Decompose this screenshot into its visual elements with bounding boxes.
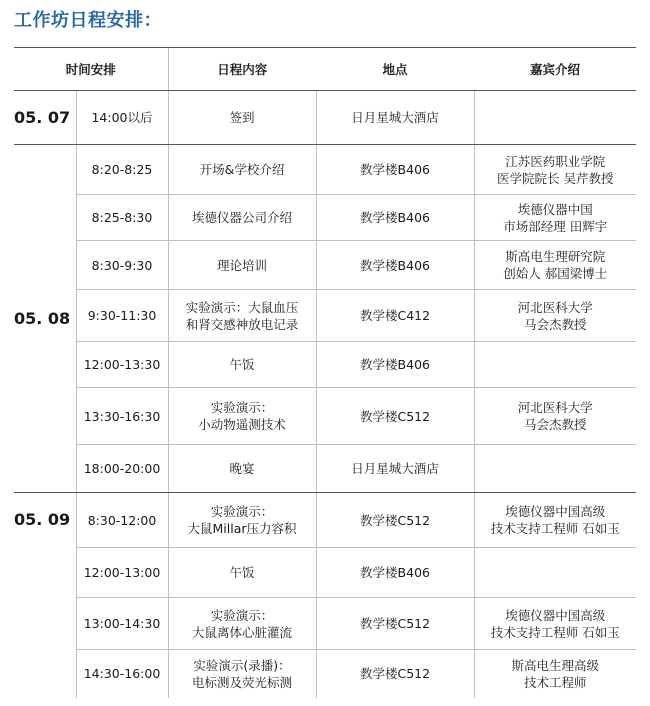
place-cell: 教学楼B406 [316,145,474,195]
guest-cell [474,548,636,598]
table-row [14,145,636,195]
content-cell [168,650,316,698]
time-cell: 8:30-12:00 [76,493,168,548]
guest-line: 市场部经理 田辉宇 [503,218,608,234]
header-content: 日程内容 [168,48,316,91]
header-place: 地点 [316,48,474,91]
time-cell: 14:30-16:00 [76,650,168,698]
table-row [14,388,636,445]
time-cell: 9:30-11:30 [76,290,168,342]
table-row [14,445,636,493]
date-cell: 05. 07 [14,91,76,145]
guest-line: 技术支持工程师 石如玉 [490,521,620,536]
time-cell: 8:30-9:30 [76,241,168,290]
place-cell: 日月星城大酒店 [316,445,474,493]
guest-line: 医学院院长 吴芹教授 [497,170,614,186]
header-time: 时间安排 [14,48,168,91]
place-cell: 教学楼B406 [316,342,474,388]
guest-cell [474,241,636,290]
place-cell: 日月星城大酒店 [316,91,474,145]
time-cell: 14:00以后 [76,91,168,145]
content-cell [168,598,316,650]
content-line: 开场&学校介绍 [199,162,285,177]
guest-line: 埃德仪器中国高级 [505,504,606,519]
guest-cell [474,91,636,145]
header-guest: 嘉宾介绍 [474,48,636,91]
content-cell [168,290,316,342]
guest-line: 河北医科大学 [517,299,593,315]
place-cell: 教学楼C512 [316,598,474,650]
content-line: 理论培训 [217,257,268,273]
guest-cell [474,598,636,650]
guest-line: 技术工程师 [524,674,587,690]
content-line: 实验演示：大鼠血压 [185,299,299,315]
guest-line: 埃德仪器中国高级 [505,607,606,623]
table-row [14,598,636,650]
place-cell: 教学楼C512 [316,388,474,445]
content-line: 大鼠Millar压力容积 [187,521,297,536]
time-cell: 8:20-8:25 [76,145,168,195]
content-line: 和肾交感神放电记录 [185,316,299,332]
guest-line: 马会杰教授 [524,316,587,332]
content-line: 午饭 [229,565,255,580]
content-cell [168,342,316,388]
schedule-body [14,91,636,698]
guest-cell [474,290,636,342]
table-row [14,241,636,290]
guest-line: 斯高电生理高级 [511,657,600,673]
guest-cell [474,388,636,445]
table-row [14,548,636,598]
guest-line: 技术支持工程师 石如玉 [490,624,620,640]
content-cell [168,195,316,241]
place-cell: 教学楼B406 [316,548,474,598]
place-cell: 教学楼B406 [316,241,474,290]
table-row [14,290,636,342]
time-cell: 12:00-13:00 [76,548,168,598]
guest-cell [474,342,636,388]
guest-cell [474,493,636,548]
guest-cell [474,445,636,493]
schedule-table [14,48,636,698]
content-line: 签到 [229,110,255,125]
content-line: 实验演示： [210,607,274,623]
page-title: 工作坊日程安排： [14,10,162,31]
guest-line: 斯高电生理研究院 [505,249,606,264]
guest-line: 埃德仪器中国 [517,201,593,217]
content-line: 小动物遥测技术 [198,417,286,432]
place-cell: 教学楼B406 [316,195,474,241]
content-line: 实验演示(录播)： [193,657,291,673]
content-cell [168,388,316,445]
place-cell: 教学楼C512 [316,493,474,548]
table-row [14,650,636,698]
content-line: 电标测及荧光标测 [192,674,293,690]
time-cell: 8:25-8:30 [76,195,168,241]
guest-line: 创始人 郝国梁博士 [503,266,608,281]
place-cell: 教学楼C512 [316,650,474,698]
content-line: 晚宴 [229,461,255,476]
content-line: 大鼠离体心脏灌流 [192,624,293,640]
content-cell [168,548,316,598]
content-cell [168,493,316,548]
content-cell [168,91,316,145]
content-cell [168,145,316,195]
guest-line: 江苏医药职业学院 [505,153,606,169]
date-cell: 05. 08 [14,145,76,493]
place-cell: 教学楼C412 [316,290,474,342]
time-cell: 13:30-16:30 [76,388,168,445]
time-cell: 13:00-14:30 [76,598,168,650]
table-row [14,195,636,241]
guest-line: 马会杰教授 [524,417,587,432]
content-line: 午饭 [229,357,255,372]
table-row [14,342,636,388]
time-cell: 12:00-13:30 [76,342,168,388]
content-line: 实验演示： [210,504,274,519]
guest-line: 河北医科大学 [517,400,593,415]
content-cell [168,241,316,290]
table-row [14,91,636,145]
guest-cell [474,650,636,698]
content-line: 埃德仪器公司介绍 [192,210,293,225]
time-cell: 18:00-20:00 [76,445,168,493]
table-row [14,493,636,548]
content-cell [168,445,316,493]
header-row [14,48,636,91]
guest-cell [474,145,636,195]
guest-cell [474,195,636,241]
content-line: 实验演示： [210,400,274,415]
date-cell: 05. 09 [14,493,76,698]
